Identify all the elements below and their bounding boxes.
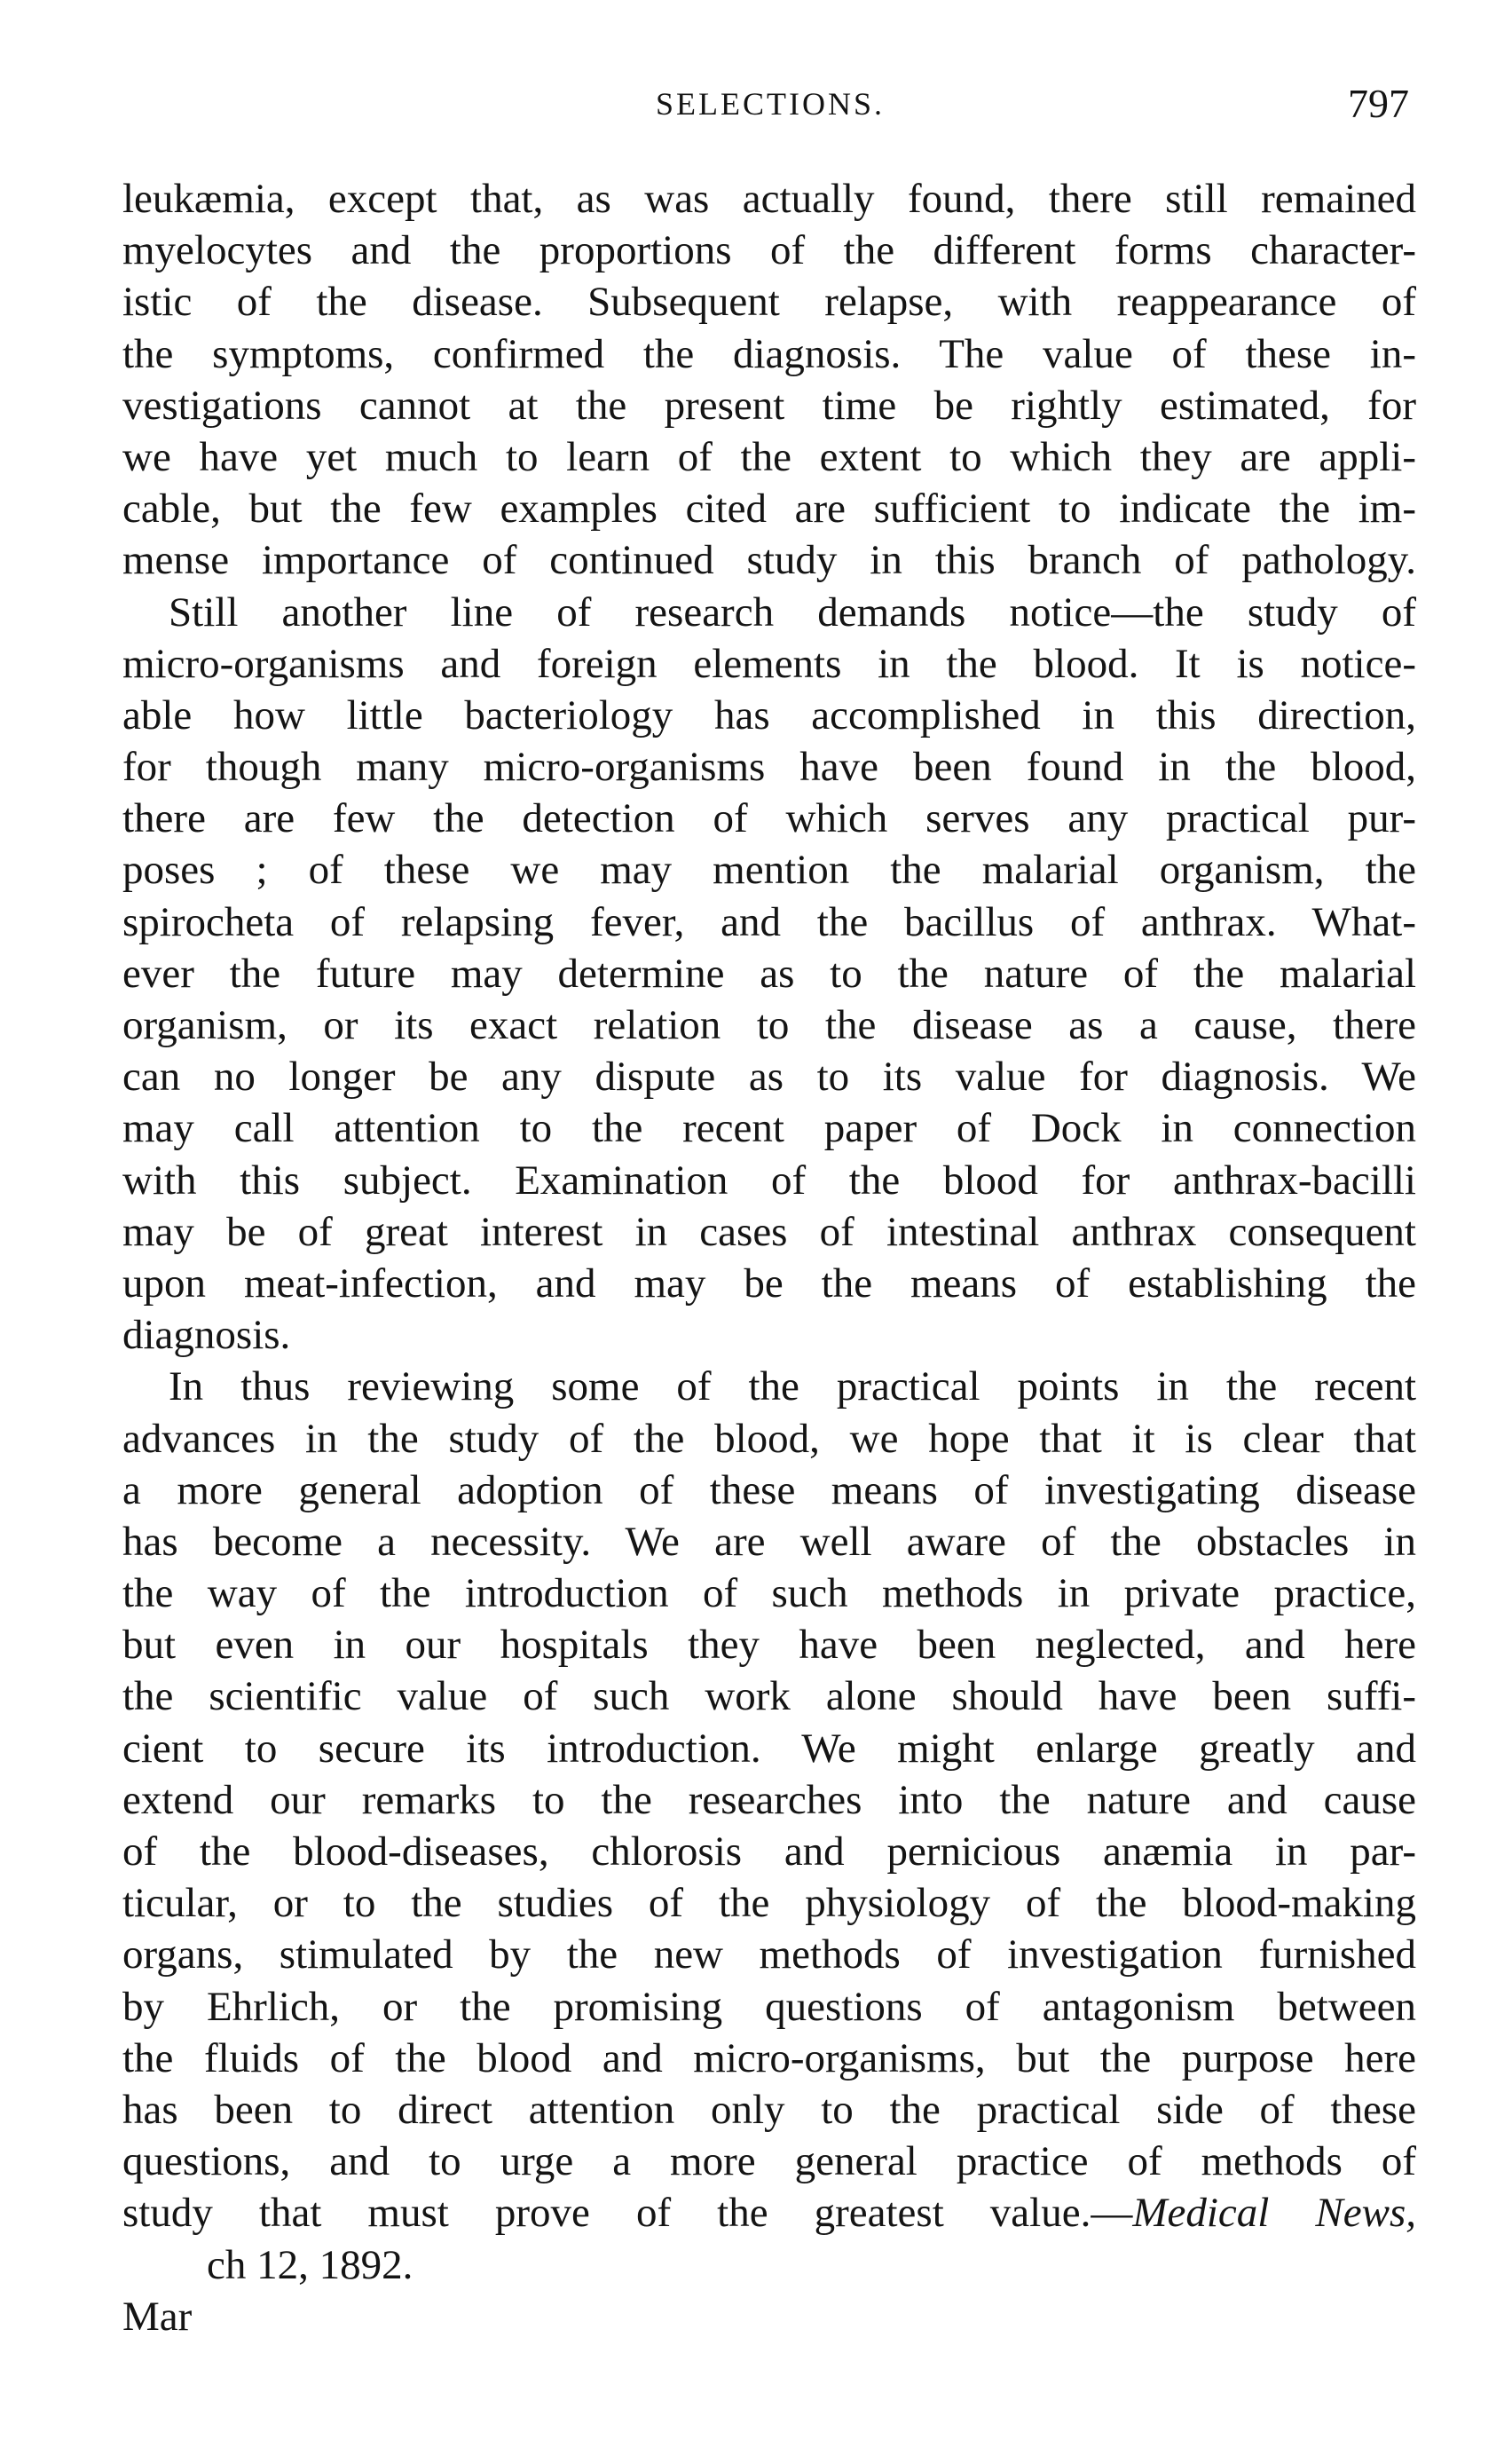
text-line: extend our remarks to the researches into the nature and cause: [122, 1776, 1416, 1823]
text-line: leukæmia, except that, as was actually found, there still remained: [122, 176, 1416, 222]
text-line: for though many micro-organisms have been found in the blood,: [122, 744, 1416, 791]
closing-text: study that must prove of the greatest value.—: [122, 2190, 1133, 2237]
text-line: the symptoms, confirmed the diagnosis. The value of these in-: [122, 330, 1416, 377]
text-line: mense importance of continued study in this branch of pathology.: [122, 537, 1416, 584]
text-line: organs, stimulated by the new methods of investigation furnished: [122, 1931, 1416, 1978]
source-citation: Medical News,: [1132, 2190, 1416, 2237]
text-line: by Ehrlich, or the promising questions of antagonism between: [122, 1983, 1416, 2030]
page-number: 797: [1348, 81, 1409, 126]
closing-line: [122, 2187, 1416, 2239]
text-line: upon meat-infection, and may be the means of establishing the: [122, 1259, 1416, 1307]
text-line: vestigations cannot at the present time be rightly estimated, for: [122, 382, 1416, 429]
running-head: [122, 81, 1418, 138]
text-line: a more general adoption of these means of investigating disease: [122, 1466, 1416, 1513]
text-line: questions, and to urge a more general practice of methods of: [122, 2138, 1416, 2185]
text-line: Still another line of research demands notice—the study of: [169, 588, 1416, 636]
text-line: has become a necessity. We are well aware of the obstacles in: [122, 1518, 1416, 1565]
text-line: istic of the disease. Subsequent relapse, with reappearance of: [122, 279, 1416, 326]
text-line: myelocytes and the proportions of the different forms character-: [122, 227, 1416, 274]
text-line: of the blood-diseases, chlorosis and pernicious anæmia in par-: [122, 1828, 1416, 1875]
text-line: but even in our hospitals they have been neglected, and here: [122, 1622, 1416, 1669]
running-title: SELECTIONS.: [656, 86, 885, 122]
text-line: organism, or its exact relation to the disease as a cause, there: [122, 1002, 1416, 1048]
text-line: able how little bacteriology has accomplished in this direction,: [122, 691, 1416, 738]
text-line: can no longer be any dispute as to its value for diagnosis. We: [122, 1054, 1416, 1101]
text-line: diagnosis.: [122, 1312, 291, 1359]
citation-month: Mar: [122, 2293, 193, 2340]
text-line: cable, but the few examples cited are sufficient to indicate the im-: [122, 486, 1416, 533]
body-text: [122, 173, 1416, 2342]
citation-date: ch 12, 1892.: [207, 2241, 413, 2288]
text-line: ever the future may determine as to the nature of the malarial: [122, 950, 1416, 997]
text-line: micro-organisms and foreign elements in the blood. It is notice-: [122, 640, 1416, 687]
text-line: with this subject. Examination of the blood for anthrax-bacilli: [122, 1157, 1416, 1204]
text-line: ticular, or to the studies of the physiology of the blood-making: [122, 1880, 1416, 1927]
text-line: the way of the introduction of such methods in private practice,: [122, 1570, 1416, 1617]
text-line: may call attention to the recent paper of Dock in connection: [122, 1105, 1416, 1152]
text-line: the scientific value of such work alone should have been suffi-: [122, 1673, 1416, 1720]
text-line: the fluids of the blood and micro-organisms, but the purpose here: [122, 2034, 1416, 2081]
text-line: may be of great interest in cases of intestinal anthrax consequent: [122, 1208, 1416, 1255]
text-line: poses ; of these we may mention the malarial organism, the: [122, 847, 1416, 894]
text-line: spirocheta of relapsing fever, and the bacillus of anthrax. What-: [122, 898, 1416, 945]
text-line: advances in the study of the blood, we hope that it is clear that: [122, 1415, 1416, 1462]
text-line: In thus reviewing some of the practical points in the recent: [169, 1363, 1416, 1410]
text-line: there are few the detection of which serves any practical pur-: [122, 795, 1416, 842]
text-line: we have yet much to learn of the extent to which they are appli-: [122, 433, 1416, 480]
text-line: cient to secure its introduction. We might enlarge greatly and: [122, 1725, 1416, 1772]
text-line: has been to direct attention only to the practical side of these: [122, 2086, 1416, 2133]
